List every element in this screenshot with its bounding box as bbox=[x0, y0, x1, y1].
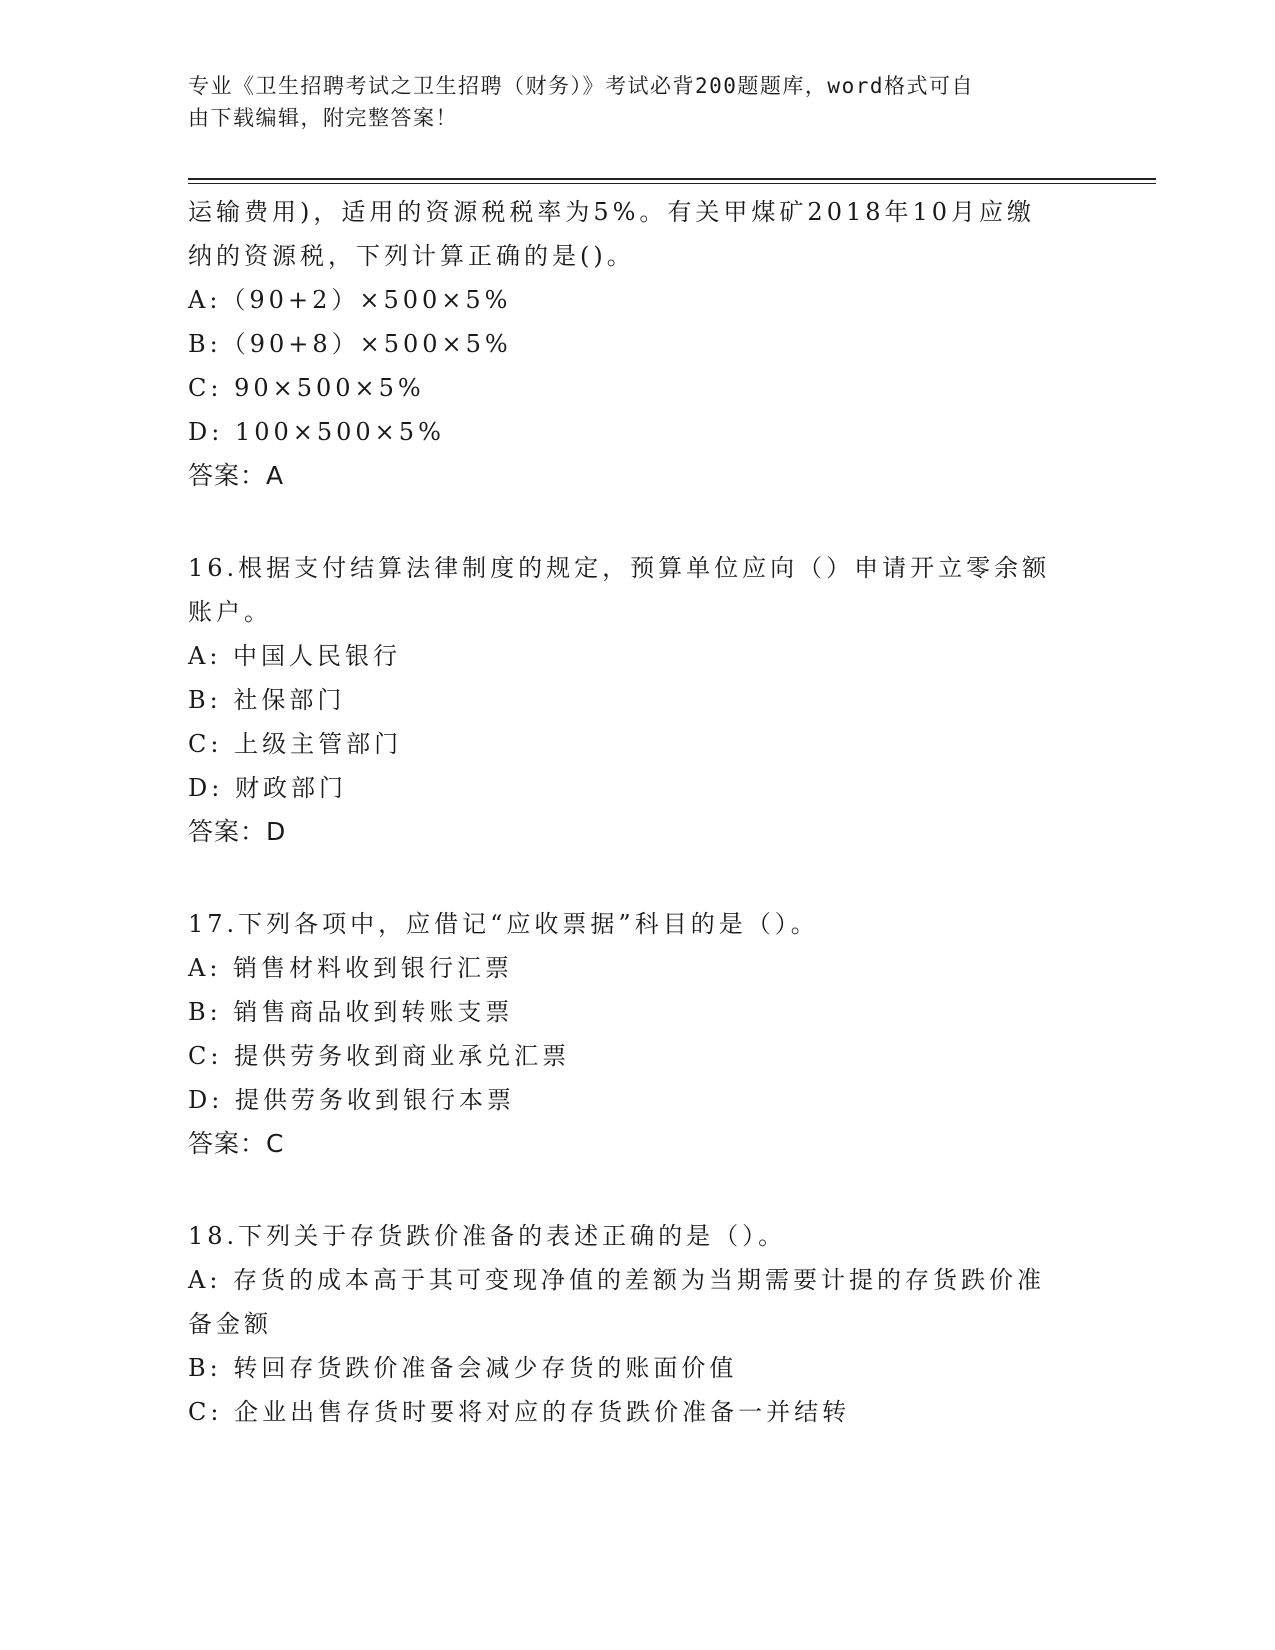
question-16 bbox=[188, 546, 1088, 854]
answer-label: 答案：C bbox=[188, 1129, 285, 1158]
option-d: D: 财政部门 bbox=[188, 774, 347, 802]
question-17 bbox=[188, 902, 1088, 1166]
question-stem: 18.下列关于存货跌价准备的表述正确的是（）。 bbox=[188, 1222, 787, 1250]
option-a: A:（90+2）×500×5% bbox=[188, 286, 512, 314]
option-d: D: 100×500×5% bbox=[188, 418, 445, 446]
option-a: A: 存货的成本高于其可变现净值的差额为当期需要计提的存货跌价准 bbox=[188, 1266, 1046, 1294]
option-c: C: 企业出售存货时要将对应的存货跌价准备一并结转 bbox=[188, 1398, 851, 1426]
option-a-continued: 备金额 bbox=[188, 1310, 272, 1338]
option-a: A: 中国人民银行 bbox=[188, 642, 402, 670]
option-b: B:（90+8）×500×5% bbox=[188, 330, 512, 358]
option-a: A: 销售材料收到银行汇票 bbox=[188, 954, 514, 982]
header-divider-thick bbox=[188, 178, 1156, 180]
option-c: C: 90×500×5% bbox=[188, 374, 425, 402]
option-d: D: 提供劳务收到银行本票 bbox=[188, 1086, 515, 1114]
option-c: C: 上级主管部门 bbox=[188, 730, 403, 758]
option-b: B: 转回存货跌价准备会减少存货的账面价值 bbox=[188, 1354, 738, 1382]
question-stem: 16.根据支付结算法律制度的规定，预算单位应向（）申请开立零余额 bbox=[188, 554, 1051, 582]
header-line-1: 专业《卫生招聘考试之卫生招聘（财务）》考试必背200题题库，word格式可自 bbox=[188, 74, 974, 98]
question-stem: 17.下列各项中，应借记“应收票据”科目的是（）。 bbox=[188, 910, 819, 938]
option-c: C: 提供劳务收到商业承兑汇票 bbox=[188, 1042, 571, 1070]
header-divider-thin bbox=[188, 183, 1156, 184]
header-line-2: 由下载编辑，附完整答案！ bbox=[188, 106, 458, 130]
answer-label: 答案：D bbox=[188, 817, 287, 846]
question-18 bbox=[188, 1214, 1088, 1434]
question-stem: 运输费用)，适用的资源税税率为5%。有关甲煤矿2018年10月应缴 bbox=[188, 198, 1036, 226]
question-15 bbox=[188, 190, 1088, 498]
answer-label: 答案：A bbox=[188, 461, 285, 490]
question-stem-continued: 账户。 bbox=[188, 598, 272, 626]
question-list bbox=[188, 190, 1088, 1434]
option-b: B: 社保部门 bbox=[188, 686, 346, 714]
option-b: B: 销售商品收到转账支票 bbox=[188, 998, 514, 1026]
question-stem-continued: 纳的资源税，下列计算正确的是()。 bbox=[188, 242, 635, 270]
document-header bbox=[188, 70, 1068, 134]
